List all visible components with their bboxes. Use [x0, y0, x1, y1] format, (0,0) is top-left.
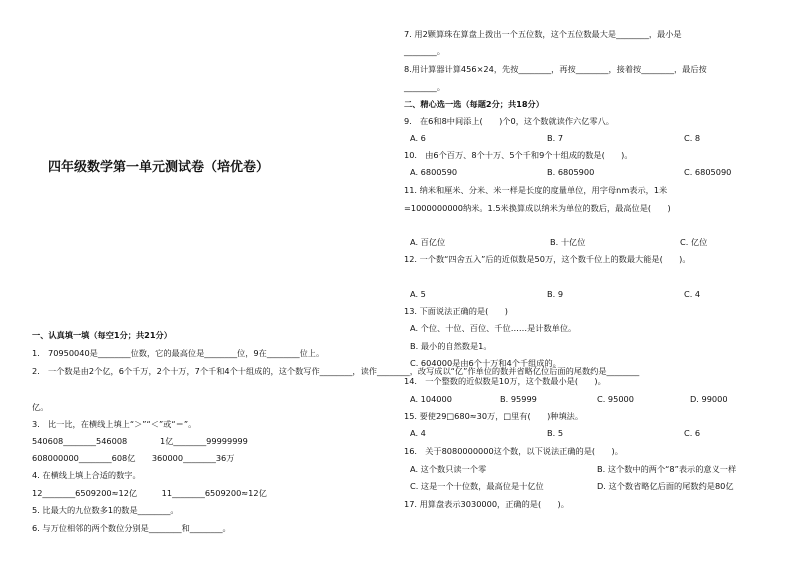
- q16-option-a: A. 这个数只读一个零: [410, 464, 487, 474]
- q11-option-c: C. 亿位: [680, 237, 708, 247]
- q10-option-a: A. 6800590: [410, 167, 458, 177]
- question-14: 14. 一个整数的近似数是10万，这个数最小是( )。: [404, 376, 606, 386]
- question-8: 8.用计算器计算456×24，先按________，再按________，接着按________，最后按: [404, 64, 707, 74]
- q16-option-c: C. 这是一个十位数，最高位是十亿位: [410, 481, 544, 491]
- q10-option-b: B. 6805900: [547, 167, 595, 177]
- q13-option-b: B. 最小的自然数是1。: [410, 341, 492, 351]
- question-15: 15. 要使29□680≈30万，□里有( )种填法。: [404, 411, 584, 421]
- q9-option-b: B. 7: [547, 133, 564, 143]
- question-16: 16. 关于8080000000这个数，以下说法正确的是( )。: [404, 446, 623, 456]
- q14-option-a: A. 104000: [410, 394, 452, 404]
- question-9: 9. 在6和8中间添上( )个0，这个数就读作六亿零八。: [404, 116, 614, 126]
- question-2-cont: 亿。: [32, 402, 49, 412]
- q14-option-b: B. 95999: [500, 394, 537, 404]
- question-11-cont: =1000000000纳米。1.5米换算成以纳米为单位的数后，最高位是( ): [404, 203, 671, 213]
- q13-option-a: A. 个位、十位、百位、千位……是计数单位。: [410, 323, 577, 333]
- q14-option-d: D. 99000: [690, 394, 728, 404]
- question-3-row1: 540608________546008 1亿________99999999: [32, 436, 248, 446]
- q15-option-b: B. 5: [547, 428, 564, 438]
- q16-option-d: D. 这个数省略亿后面的尾数约是80亿: [597, 481, 734, 491]
- q11-option-a: A. 百亿位: [410, 237, 446, 247]
- question-11: 11. 纳米和厘米、分米、米一样是长度的度量单位，用字母nm表示，1米: [404, 185, 668, 195]
- question-1: 1. 70950040是________位数，它的最高位是________位，9在________位上。: [32, 348, 325, 358]
- question-17: 17. 用算盘表示3030000，正确的是( )。: [404, 499, 569, 509]
- section-1-heading: 一、认真填一填（每空1分；共21分）: [32, 330, 172, 340]
- q12-option-a: A. 5: [410, 289, 426, 299]
- question-12: 12. 一个数“四舍五入”后的近似数是50万，这个数千位上的数最大能是( )。: [404, 254, 691, 264]
- question-3-row2: 608000000________608亿 360000________36万: [32, 453, 235, 463]
- q12-option-b: B. 9: [547, 289, 564, 299]
- question-7-cont: ________。: [404, 46, 445, 56]
- question-2: 2. 一个数是由2个亿，6个千万，2个十万，7个千和4个十组成的，这个数写作________，读作________，改写成以“亿”作单位的数并省略亿位后面的尾数约是________: [32, 366, 640, 376]
- q14-option-c: C. 95000: [597, 394, 634, 404]
- q15-option-c: C. 6: [684, 428, 701, 438]
- question-5: 5. 比最大的九位数多1的数是________。: [32, 505, 179, 515]
- q9-option-a: A. 6: [410, 133, 426, 143]
- question-3: 3. 比一比，在横线上填上“＞”“＜”或“＝”。: [32, 419, 197, 429]
- q9-option-c: C. 8: [684, 133, 701, 143]
- question-8-cont: ________。: [404, 82, 445, 92]
- q10-option-c: C. 6805090: [684, 167, 732, 177]
- question-7: 7. 用2颗算珠在算盘上拨出一个五位数，这个五位数最大是________，最小是: [404, 29, 682, 39]
- section-2-heading: 二、精心选一选（每题2分；共18分）: [404, 99, 544, 109]
- q16-option-b: B. 这个数中的两个“8”表示的意义一样: [597, 464, 737, 474]
- question-10: 10. 由6个百万、8个十万、5个千和9个十组成的数是( )。: [404, 150, 633, 160]
- question-6: 6. 与万位相邻的两个数位分别是________和________。: [32, 523, 231, 533]
- question-4: 4. 在横线上填上合适的数字。: [32, 470, 141, 480]
- q15-option-a: A. 4: [410, 428, 426, 438]
- question-13: 13. 下面说法正确的是( ): [404, 306, 508, 316]
- page-title: 四年级数学第一单元测试卷（培优卷）: [48, 160, 270, 175]
- q11-option-b: B. 十亿位: [550, 237, 586, 247]
- question-4-row: 12________6509200≈12亿 11________6509200≈12亿: [32, 488, 267, 498]
- q13-option-c: C. 604000是由6个十万和4个千组成的。: [410, 358, 561, 368]
- q12-option-c: C. 4: [684, 289, 701, 299]
